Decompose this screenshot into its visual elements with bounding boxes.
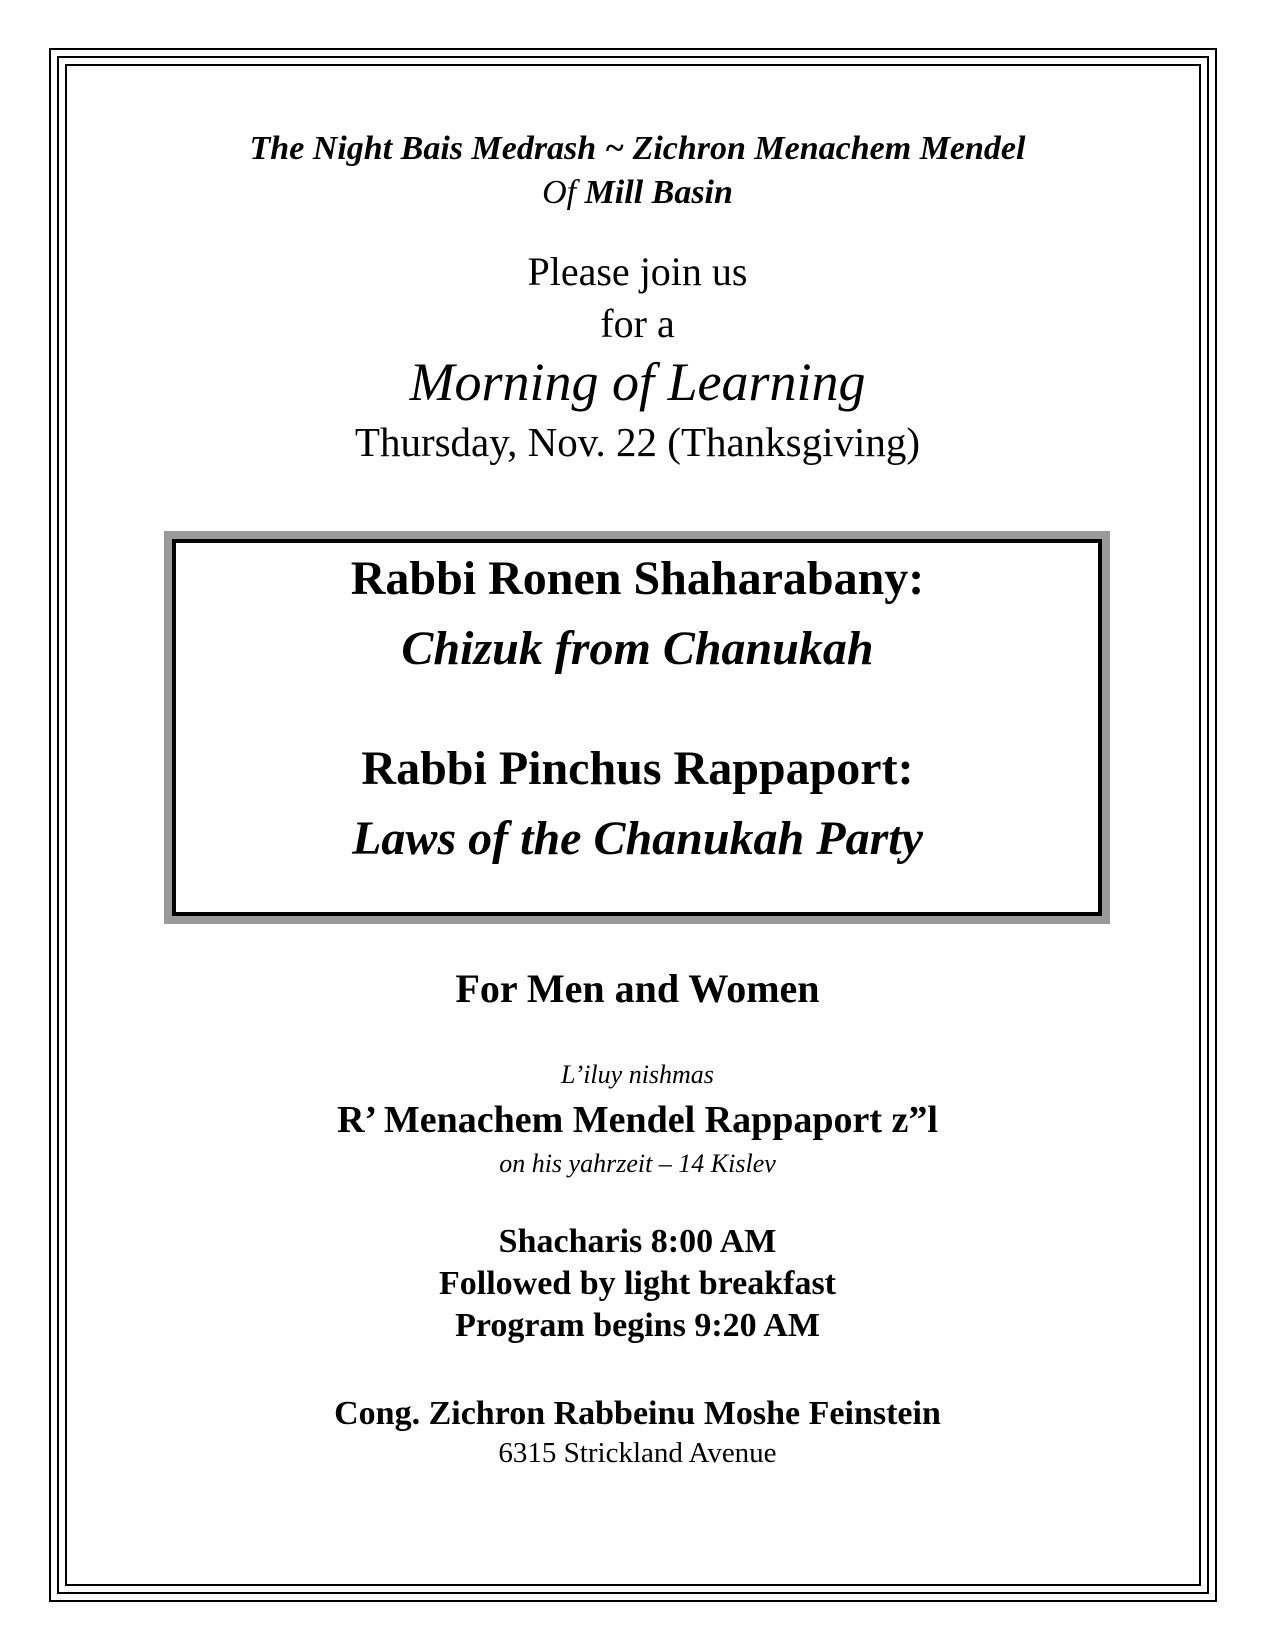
memorial-intro: L’iluy nishmas — [561, 1060, 714, 1089]
venue-address: 6315 Strickland Avenue — [498, 1437, 777, 1469]
schedule-line-1: Shacharis 8:00 AM — [498, 1223, 777, 1260]
org-name-prefix: Of — [542, 174, 577, 211]
audience-note: For Men and Women — [455, 966, 820, 1011]
org-name-line1: The Night Bais Medrash ~ Zichron Menachem Mendel — [249, 130, 1026, 167]
invite-line2: for a — [600, 301, 675, 346]
schedule-line-2: Followed by light breakfast — [438, 1265, 836, 1302]
venue-name: Cong. Zichron Rabbeinu Moshe Feinstein — [334, 1395, 941, 1432]
speaker-1-name: Rabbi Ronen Shaharabany: — [350, 552, 925, 605]
speaker-2-topic: Laws of the Chanukah Party — [352, 812, 923, 865]
event-date: Thursday, Nov. 22 (Thanksgiving) — [354, 419, 921, 465]
event-title: Morning of Learning — [409, 352, 866, 412]
org-name-line2 — [0, 176, 1275, 210]
org-name-location: Mill Basin — [584, 174, 733, 211]
speaker-2-name: Rabbi Pinchus Rappaport: — [361, 742, 914, 795]
memorial-name: R’ Menachem Mendel Rappaport z”l — [337, 1099, 938, 1141]
invite-line1: Please join us — [527, 249, 748, 294]
speaker-1-topic: Chizuk from Chanukah — [401, 622, 874, 675]
schedule-line-3: Program begins 9:20 AM — [455, 1307, 820, 1344]
memorial-yahrzeit: on his yahrzeit – 14 Kislev — [499, 1149, 776, 1178]
